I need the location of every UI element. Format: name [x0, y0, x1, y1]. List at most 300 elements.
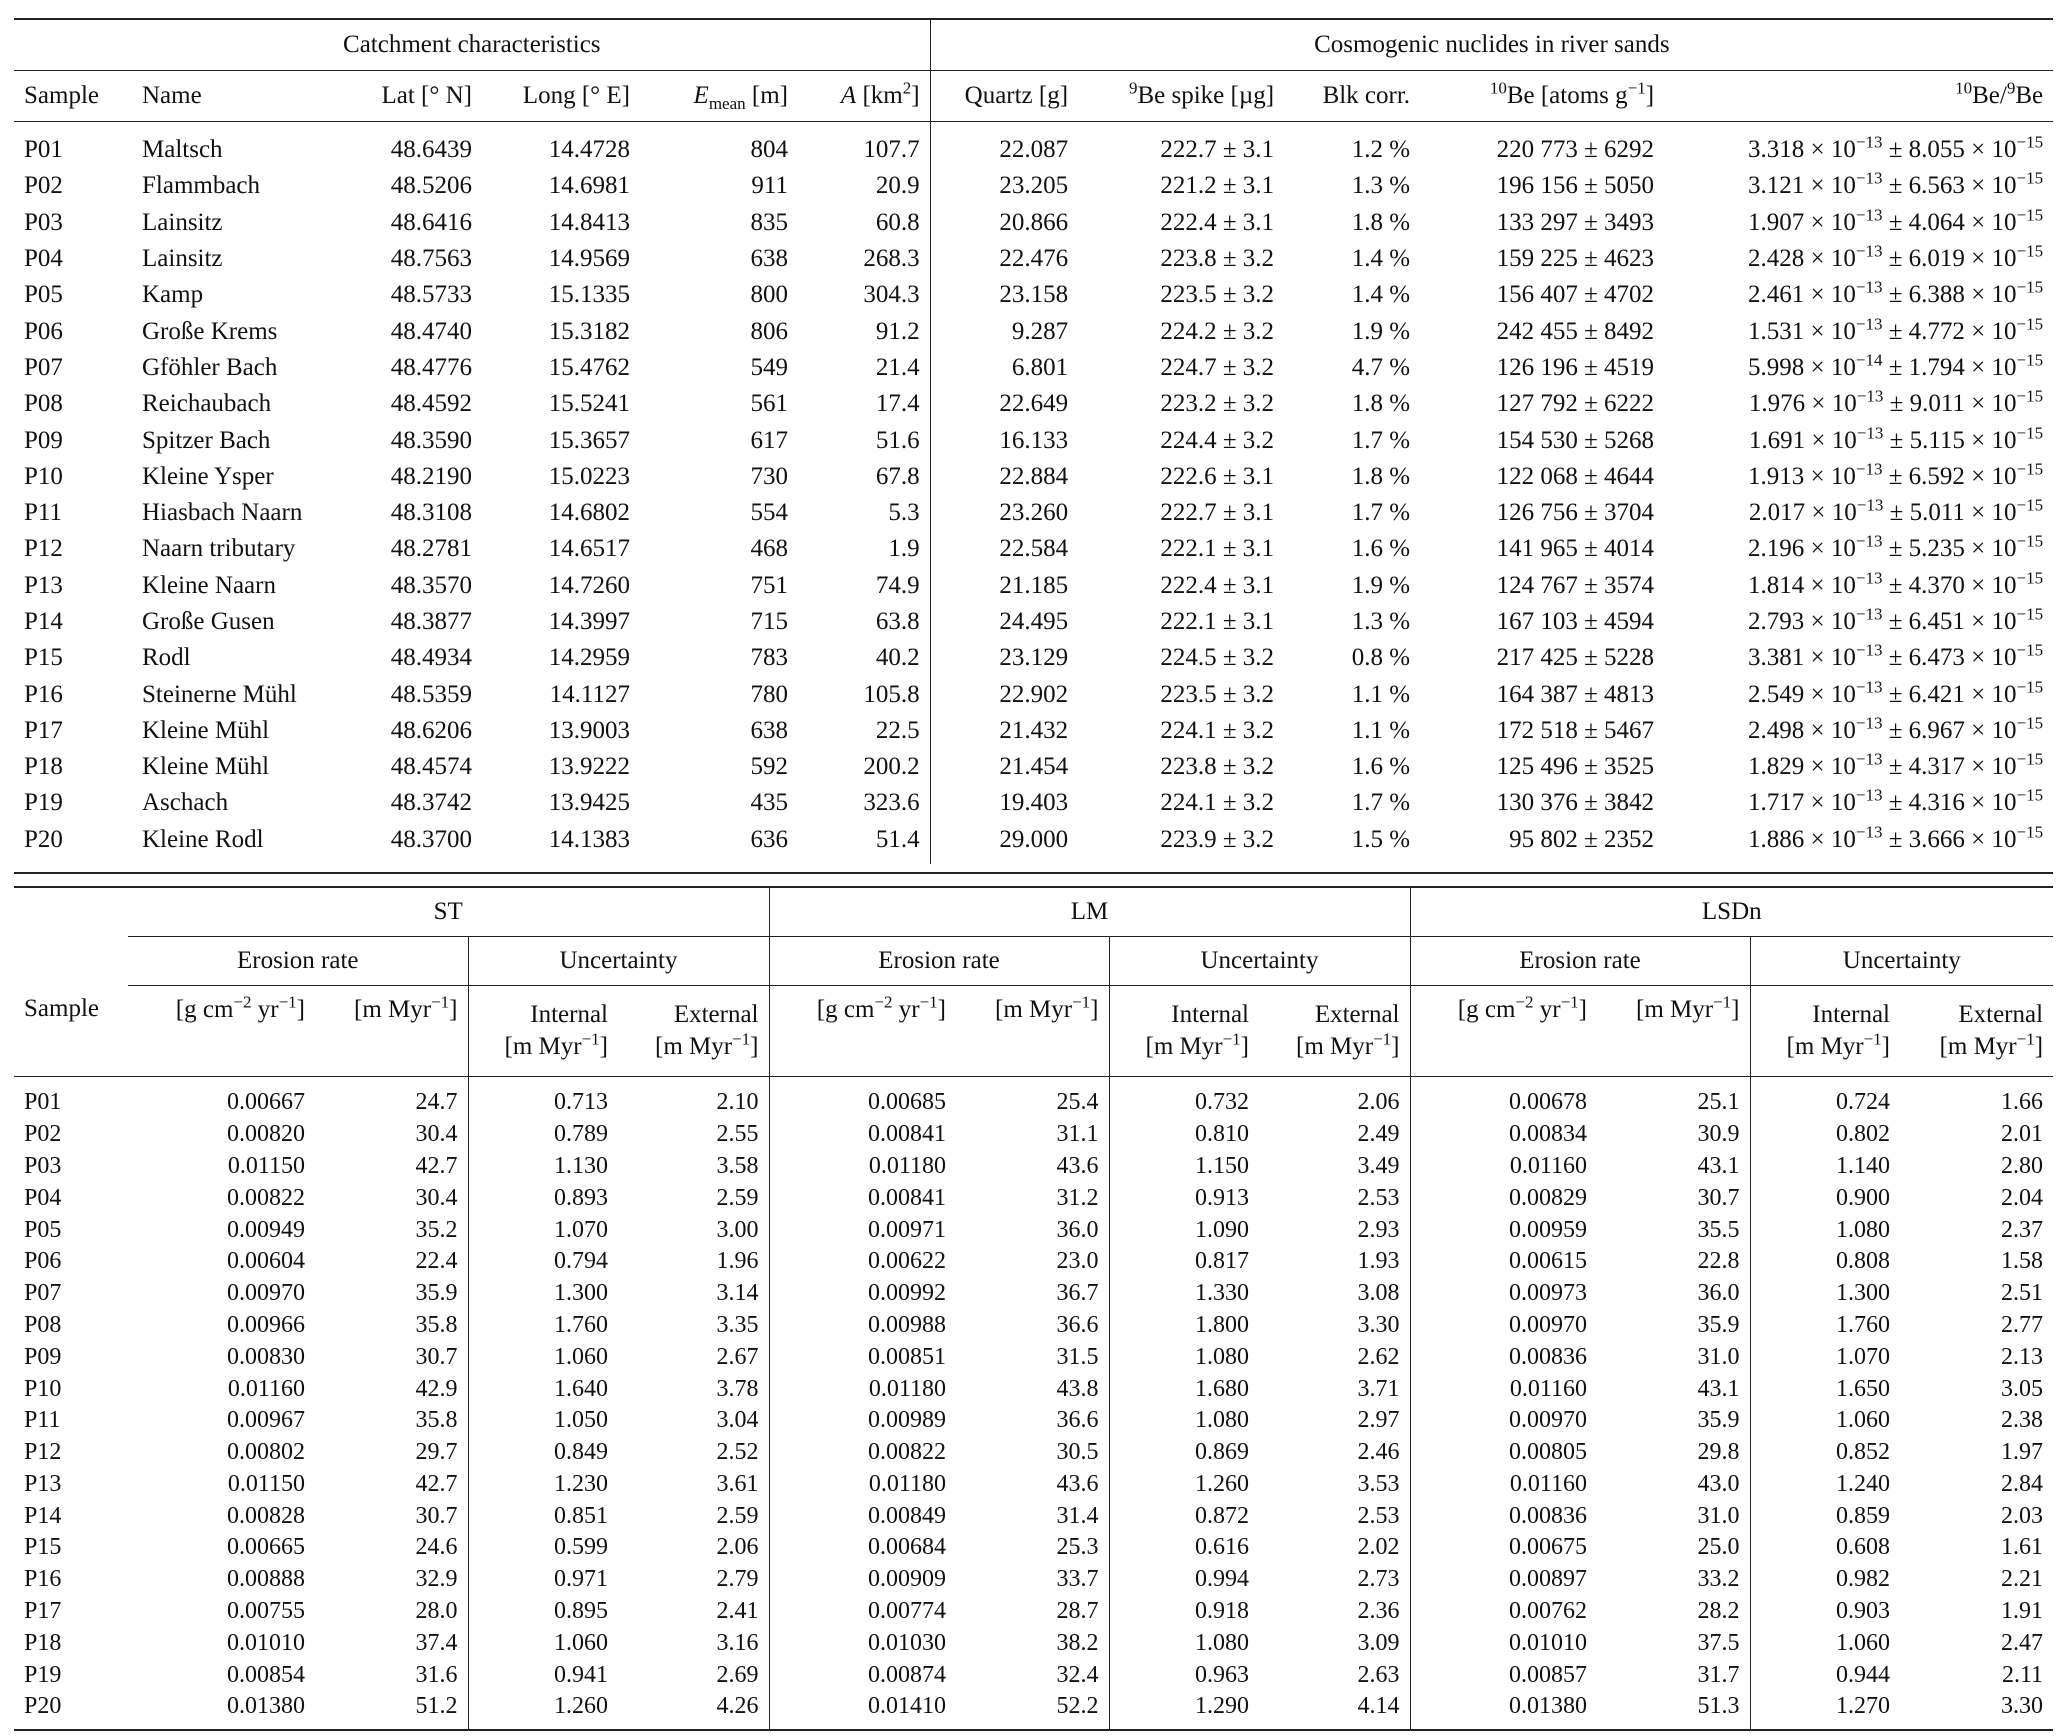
cell-lm-rate-gcm: 0.00774 [868, 1598, 946, 1625]
col-area: A $[km^2]$ [798, 71, 930, 122]
cell-st-rate-gcm: 0.00830 [227, 1343, 305, 1370]
cell-sample: P12 [24, 535, 63, 563]
cell-quartz: 22.649 [999, 390, 1069, 418]
cell-lsdn-rate-mmyr: 35.9 [1597, 1405, 1750, 1437]
table-row [14, 495, 2053, 531]
cell-lsdn-rate-mmyr: 33.2 [1597, 1564, 1750, 1596]
cell-st-rate-mmyr: 28.0 [315, 1596, 468, 1628]
cell-st-rate-gcm: 0.00755 [227, 1598, 305, 1625]
cell-long: 14.3997 [548, 608, 630, 635]
cell-st-internal: 1.230 [554, 1470, 608, 1497]
cell-lm-internal: 0.994 [1195, 1566, 1249, 1593]
cell-quartz: 23.260 [999, 499, 1069, 527]
cell-be9-spike: 222.6 ± 3.1 [1160, 462, 1275, 490]
cell-lsdn-internal: 0.859 [1836, 1502, 1890, 1529]
cell-sample: P18 [24, 753, 63, 781]
cell-be10: 159 225 ± 4623 [1496, 245, 1655, 273]
cell-be-ratio: $1.913 \times 10^{-13} \pm 6.592 \times 10^{-15}$ [1748, 459, 2044, 490]
cell-lm-rate-mmyr: 25.3 [956, 1532, 1109, 1564]
cell-st-rate-gcm: 0.00967 [227, 1407, 305, 1434]
cell-blk-corr: 1.8 % [1351, 208, 1411, 236]
cell-lat: 48.3700 [390, 825, 472, 853]
cell-quartz: 6.801 [1011, 353, 1069, 381]
cell-emean: 435 [750, 789, 788, 817]
cell-lm-internal: 1.800 [1195, 1311, 1249, 1338]
cell-be10: 126 756 ± 3704 [1496, 499, 1655, 527]
cell-blk-corr: 1.6 % [1351, 753, 1411, 781]
cell-emean: 554 [750, 499, 788, 527]
cell-lsdn-internal: 1.270 [1836, 1693, 1890, 1720]
cell-lsdn-rate-mmyr: 43.1 [1597, 1151, 1750, 1183]
cell-sample: P06 [24, 1248, 62, 1275]
cell-st-rate-gcm: 0.01160 [227, 1375, 305, 1402]
cell-be10: 242 455 ± 8492 [1496, 317, 1655, 345]
lm-internal: Internal [m Myr$^{-1}$] [1145, 1000, 1249, 1060]
cell-be9-spike: 223.2 ± 3.2 [1160, 390, 1275, 418]
col-be10: $^{10}$Be [atoms $g^{-1}$] [1489, 78, 1655, 109]
cell-lsdn-external: 1.91 [2001, 1598, 2044, 1625]
cell-lsdn-rate-mmyr: 25.1 [1597, 1076, 1750, 1118]
table-row [14, 1532, 2053, 1564]
cell-blk-corr: 1.4 % [1351, 245, 1411, 273]
cell-be10: 133 297 ± 3493 [1496, 208, 1655, 236]
cell-st-internal: 0.971 [554, 1566, 608, 1593]
cell-lm-rate-mmyr: 30.5 [956, 1437, 1109, 1469]
cell-st-internal: 1.640 [554, 1375, 608, 1402]
cell-lm-rate-gcm: 0.01030 [868, 1629, 946, 1656]
cell-blk-corr: 1.8 % [1351, 462, 1411, 490]
cell-sample: P02 [24, 172, 63, 200]
cell-blk-corr: 1.6 % [1351, 535, 1411, 563]
cell-sample: P04 [24, 1184, 62, 1211]
cell-lsdn-rate-mmyr: 30.9 [1597, 1119, 1750, 1151]
cell-sample: P20 [24, 825, 63, 853]
cell-lsdn-external: 2.03 [2001, 1502, 2044, 1529]
cell-emean: 806 [750, 317, 788, 345]
cell-lm-external: 2.53 [1259, 1500, 1410, 1532]
cell-quartz: 22.087 [999, 136, 1069, 164]
cell-lm-external: 4.14 [1259, 1691, 1410, 1730]
cell-long: 14.6517 [548, 535, 630, 563]
table-row [14, 676, 2053, 712]
cell-st-external: 2.79 [618, 1564, 769, 1596]
cell-lm-internal: 1.150 [1195, 1152, 1249, 1179]
cell-lsdn-rate-gcm: 0.00762 [1509, 1598, 1587, 1625]
cell-area: 67.8 [798, 459, 930, 495]
cell-lat: 48.7563 [390, 245, 472, 273]
cell-lm-internal: 1.260 [1195, 1470, 1249, 1497]
cell-sample: P19 [24, 789, 63, 817]
cell-lm-rate-mmyr: 25.4 [956, 1076, 1109, 1118]
cell-lsdn-rate-mmyr: 30.7 [1597, 1182, 1750, 1214]
cell-st-internal: 1.260 [554, 1693, 608, 1720]
cell-lsdn-rate-gcm: 0.00834 [1509, 1121, 1587, 1148]
cell-name: Flammbach [142, 172, 261, 200]
cell-lat: 48.4740 [390, 317, 472, 345]
cell-blk-corr: 1.3 % [1351, 608, 1411, 635]
cell-lsdn-internal: 0.982 [1836, 1566, 1890, 1593]
lm-erosion-rate: Erosion rate [769, 936, 1109, 985]
cell-lsdn-rate-gcm: 0.00836 [1509, 1502, 1587, 1529]
cell-area: 5.3 [798, 495, 930, 531]
cell-long: 14.6802 [548, 499, 630, 527]
cell-name: Rodl [142, 644, 191, 672]
cell-name: Lainsitz [142, 208, 223, 236]
cell-st-external: 2.59 [618, 1500, 769, 1532]
table-row [14, 531, 2053, 567]
table-row [14, 350, 2053, 386]
erosion-table-body [14, 1076, 2053, 1729]
cell-st-internal: 1.070 [554, 1216, 608, 1243]
cell-lm-internal: 0.817 [1195, 1248, 1249, 1275]
cell-st-rate-gcm: 0.00970 [227, 1280, 305, 1307]
cell-lsdn-rate-mmyr: 31.7 [1597, 1659, 1750, 1691]
lsdn-internal: Internal [m Myr$^{-1}$] [1786, 1000, 1890, 1060]
cell-lsdn-external: 2.84 [2001, 1470, 2044, 1497]
cell-quartz: 21.432 [999, 716, 1069, 744]
table-row [14, 422, 2053, 458]
cell-sample: P08 [24, 390, 63, 418]
cell-lsdn-external: 2.11 [2001, 1661, 2044, 1688]
cell-be9-spike: 223.8 ± 3.2 [1160, 753, 1275, 781]
cell-be10: 122 068 ± 4644 [1496, 462, 1655, 490]
cell-lsdn-rate-gcm: 0.01380 [1509, 1693, 1587, 1720]
cell-be10: 196 156 ± 5050 [1496, 172, 1655, 200]
cell-area: 60.8 [798, 205, 930, 241]
cell-lm-rate-mmyr: 36.0 [956, 1214, 1109, 1246]
cell-lsdn-rate-gcm: 0.00805 [1509, 1439, 1587, 1466]
cell-lm-external: 3.71 [1259, 1373, 1410, 1405]
cell-lm-rate-gcm: 0.00841 [868, 1184, 946, 1211]
cell-st-rate-gcm: 0.00820 [227, 1121, 305, 1148]
cell-blk-corr: 1.7 % [1351, 499, 1411, 527]
cell-be-ratio: $1.907 \times 10^{-13} \pm 4.064 \times 10^{-15}$ [1748, 205, 2044, 236]
group-catchment: Catchment characteristics [14, 19, 930, 71]
cell-sample: P20 [24, 1693, 62, 1720]
cell-emean: 617 [750, 426, 788, 454]
cell-lm-rate-gcm: 0.00849 [868, 1502, 946, 1529]
cell-st-external: 2.06 [618, 1532, 769, 1564]
cell-st-rate-gcm: 0.00665 [227, 1534, 305, 1561]
cell-long: 14.9569 [548, 245, 630, 273]
cell-quartz: 22.476 [999, 245, 1069, 273]
lsdn-erosion-rate: Erosion rate [1410, 936, 1750, 985]
cell-be-ratio: $2.461 \times 10^{-13} \pm 6.388 \times 10^{-15}$ [1748, 278, 2044, 309]
cell-st-rate-gcm: 0.01150 [227, 1470, 305, 1497]
cell-lm-rate-mmyr: 31.2 [956, 1182, 1109, 1214]
table-separator [14, 872, 2053, 888]
cell-be10: 126 196 ± 4519 [1496, 353, 1655, 381]
cell-be10: 154 530 ± 5268 [1496, 426, 1655, 454]
cell-st-rate-mmyr: 30.4 [315, 1119, 468, 1151]
cell-lsdn-rate-gcm: 0.00836 [1509, 1343, 1587, 1370]
cell-lm-external: 2.02 [1259, 1532, 1410, 1564]
cell-lsdn-external: 3.30 [2001, 1693, 2044, 1720]
st-uncertainty: Uncertainty [468, 936, 769, 985]
cell-be9-spike: 223.9 ± 3.2 [1160, 825, 1275, 853]
cell-emean: 715 [750, 608, 788, 635]
catchment-table-body [14, 122, 2053, 864]
cell-lsdn-external: 1.58 [2001, 1248, 2044, 1275]
cell-st-internal: 0.849 [554, 1439, 608, 1466]
cell-blk-corr: 4.7 % [1351, 353, 1411, 381]
table-row [14, 1627, 2053, 1659]
cell-st-rate-mmyr: 35.8 [315, 1310, 468, 1342]
cell-lm-rate-mmyr: 28.7 [956, 1596, 1109, 1628]
cell-sample: P09 [24, 426, 63, 454]
cell-lsdn-internal: 1.070 [1836, 1343, 1890, 1370]
cell-lm-internal: 1.080 [1195, 1629, 1249, 1656]
cell-lsdn-external: 2.51 [2001, 1280, 2044, 1307]
cell-sample: P02 [24, 1121, 62, 1148]
cell-name: Kleine Rodl [142, 825, 264, 853]
cell-lm-external: 3.08 [1259, 1278, 1410, 1310]
cell-lm-internal: 0.918 [1195, 1598, 1249, 1625]
cell-sample: P11 [24, 1407, 61, 1434]
col-sample-2: Sample [24, 995, 99, 1023]
cell-sample: P03 [24, 208, 63, 236]
cell-quartz: 20.866 [999, 208, 1069, 236]
cell-lat: 48.4592 [390, 390, 472, 418]
cell-st-rate-mmyr: 22.4 [315, 1246, 468, 1278]
cell-sample: P13 [24, 1470, 62, 1497]
cell-sample: P01 [24, 136, 63, 164]
cell-lsdn-external: 2.01 [2001, 1121, 2044, 1148]
cell-lsdn-internal: 0.608 [1836, 1534, 1890, 1561]
cell-st-rate-mmyr: 32.9 [315, 1564, 468, 1596]
cell-name: Kleine Mühl [142, 753, 270, 781]
cell-lat: 48.3590 [390, 426, 472, 454]
table-row [14, 713, 2053, 749]
cell-area: 323.6 [798, 785, 930, 821]
cell-be-ratio: $2.793 \times 10^{-13} \pm 6.451 \times 10^{-15}$ [1748, 604, 2044, 635]
cell-long: 15.4762 [548, 353, 630, 381]
cell-emean: 636 [750, 825, 788, 853]
table-row [14, 1278, 2053, 1310]
cell-lm-external: 3.30 [1259, 1310, 1410, 1342]
cell-name: Maltsch [142, 136, 223, 164]
cell-lsdn-internal: 1.060 [1836, 1407, 1890, 1434]
cell-sample: P08 [24, 1311, 62, 1338]
cell-sample: P07 [24, 1280, 62, 1307]
cell-st-internal: 1.130 [554, 1152, 608, 1179]
cell-lsdn-rate-mmyr: 36.0 [1597, 1278, 1750, 1310]
cell-be9-spike: 224.1 ± 3.2 [1160, 789, 1275, 817]
cell-st-internal: 1.050 [554, 1407, 608, 1434]
cell-lm-rate-gcm: 0.00685 [868, 1089, 946, 1116]
cell-sample: P17 [24, 1598, 62, 1625]
cell-st-rate-mmyr: 42.7 [315, 1151, 468, 1183]
cell-st-external: 3.58 [618, 1151, 769, 1183]
cell-lm-internal: 1.330 [1195, 1280, 1249, 1307]
cell-lsdn-rate-mmyr: 22.8 [1597, 1246, 1750, 1278]
cell-lm-external: 2.93 [1259, 1214, 1410, 1246]
cell-quartz: 23.129 [999, 644, 1069, 672]
cell-st-rate-gcm: 0.00888 [227, 1566, 305, 1593]
model-lsdn: LSDn [1410, 888, 2053, 937]
cell-lsdn-internal: 0.900 [1836, 1184, 1890, 1211]
cell-area: 17.4 [798, 386, 930, 422]
cell-st-external: 2.59 [618, 1182, 769, 1214]
cell-sample: P18 [24, 1629, 62, 1656]
cell-be10: 217 425 ± 5228 [1496, 644, 1655, 672]
table-row [14, 1469, 2053, 1501]
cell-lm-internal: 0.869 [1195, 1439, 1249, 1466]
table-row [14, 1310, 2053, 1342]
cell-quartz: 22.884 [999, 462, 1069, 490]
cell-st-rate-gcm: 0.00854 [227, 1661, 305, 1688]
cell-lsdn-rate-gcm: 0.00959 [1509, 1216, 1587, 1243]
cell-st-external: 2.67 [618, 1341, 769, 1373]
cell-lm-rate-gcm: 0.01180 [868, 1375, 946, 1402]
cell-lm-rate-mmyr: 31.5 [956, 1341, 1109, 1373]
cell-be-ratio: $1.976 \times 10^{-13} \pm 9.011 \times 10^{-15}$ [1748, 386, 2044, 418]
cell-quartz: 21.454 [999, 753, 1069, 781]
cell-area: 51.6 [798, 422, 930, 458]
cell-st-rate-mmyr: 35.8 [315, 1405, 468, 1437]
cell-lm-rate-mmyr: 32.4 [956, 1659, 1109, 1691]
cell-area: 105.8 [798, 676, 930, 712]
cell-emean: 751 [750, 571, 788, 599]
cell-be-ratio: $2.017 \times 10^{-13} \pm 5.011 \times 10^{-15}$ [1748, 495, 2044, 527]
col-blk-corr: Blk corr. [1322, 82, 1411, 109]
cell-name: Hiasbach Naarn [142, 499, 303, 527]
cell-emean: 804 [750, 136, 788, 164]
table-row [14, 1564, 2053, 1596]
cell-be9-spike: 222.4 ± 3.1 [1160, 208, 1275, 236]
cell-lm-rate-mmyr: 23.0 [956, 1246, 1109, 1278]
cell-area: 1.9 [798, 531, 930, 567]
cell-long: 13.9222 [548, 753, 630, 781]
cell-be-ratio: $3.121 \times 10^{-13} \pm 6.563 \times 10^{-15}$ [1748, 169, 2044, 200]
cell-be-ratio: $1.717 \times 10^{-13} \pm 4.316 \times 10^{-15}$ [1748, 786, 2044, 817]
cell-blk-corr: 1.9 % [1351, 571, 1411, 599]
cell-lsdn-rate-gcm: 0.00897 [1509, 1566, 1587, 1593]
cell-lsdn-internal: 1.650 [1836, 1375, 1890, 1402]
table-row [14, 1214, 2053, 1246]
cell-lm-external: 2.97 [1259, 1405, 1410, 1437]
cell-lm-external: 2.46 [1259, 1437, 1410, 1469]
cell-be-ratio: $2.428 \times 10^{-13} \pm 6.019 \times 10^{-15}$ [1748, 241, 2044, 273]
cell-st-rate-mmyr: 51.2 [315, 1691, 468, 1730]
cell-blk-corr: 1.2 % [1351, 136, 1411, 164]
table-row [14, 568, 2053, 604]
cell-emean: 835 [750, 208, 788, 236]
cell-st-internal: 0.941 [554, 1661, 608, 1688]
cell-sample: P05 [24, 1216, 62, 1243]
cell-emean: 783 [750, 644, 788, 672]
cell-be10: 167 103 ± 4594 [1496, 608, 1655, 635]
cell-lat: 48.3742 [390, 789, 472, 817]
cell-lsdn-internal: 1.080 [1836, 1216, 1890, 1243]
cell-lsdn-rate-gcm: 0.00973 [1509, 1280, 1587, 1307]
cell-area: 22.5 [798, 713, 930, 749]
cell-be10: 125 496 ± 3525 [1496, 753, 1655, 781]
cell-lm-rate-gcm: 0.00988 [868, 1311, 946, 1338]
st-erosion-rate: Erosion rate [128, 936, 468, 985]
cell-st-rate-mmyr: 30.7 [315, 1500, 468, 1532]
cell-st-internal: 1.760 [554, 1311, 608, 1338]
table-row [14, 1659, 2053, 1691]
cell-lsdn-rate-gcm: 0.01160 [1509, 1470, 1587, 1497]
cell-sample: P16 [24, 1566, 62, 1593]
cell-lm-rate-gcm: 0.00992 [868, 1280, 946, 1307]
cell-st-rate-gcm: 0.00949 [227, 1216, 305, 1243]
cell-st-rate-gcm: 0.00822 [227, 1184, 305, 1211]
cell-emean: 911 [751, 172, 788, 200]
cell-st-rate-mmyr: 30.7 [315, 1341, 468, 1373]
lsdn-external: External [m Myr$^{-1}$] [1939, 1000, 2044, 1060]
cell-sample: P05 [24, 281, 63, 309]
cell-long: 14.7260 [548, 571, 630, 599]
cell-st-internal: 1.060 [554, 1629, 608, 1656]
table-row [14, 459, 2053, 495]
cell-st-rate-gcm: 0.00802 [227, 1439, 305, 1466]
cell-name: Große Gusen [142, 608, 275, 635]
cell-lsdn-internal: 0.724 [1836, 1089, 1890, 1116]
cell-be9-spike: 224.5 ± 3.2 [1160, 644, 1275, 672]
cell-lsdn-rate-mmyr: 31.0 [1597, 1500, 1750, 1532]
cell-long: 15.0223 [548, 462, 630, 490]
cell-be9-spike: 223.5 ± 3.2 [1160, 281, 1275, 309]
cell-quartz: 22.584 [999, 535, 1069, 563]
cell-be-ratio: $1.691 \times 10^{-13} \pm 5.115 \times 10^{-15}$ [1748, 423, 2044, 454]
cell-area: 91.2 [798, 313, 930, 349]
catchment-table [14, 18, 2053, 864]
cell-emean: 468 [750, 535, 788, 563]
lm-external: External [m Myr$^{-1}$] [1259, 985, 1410, 1076]
cell-lsdn-external: 2.38 [2001, 1407, 2044, 1434]
table-row [14, 313, 2053, 349]
cell-lsdn-rate-gcm: 0.00829 [1509, 1184, 1587, 1211]
cell-lm-rate-gcm: 0.00684 [868, 1534, 946, 1561]
cell-be10: 220 773 ± 6292 [1496, 136, 1655, 164]
cell-long: 14.2959 [548, 644, 630, 672]
cell-sample: P04 [24, 245, 63, 273]
cell-sample: P17 [24, 716, 63, 744]
lm-unit-gcm: [g $cm^{-2}$ $yr^{-1}$] [816, 992, 946, 1023]
cell-name: Steinerne Mühl [142, 680, 297, 708]
cell-be9-spike: 224.1 ± 3.2 [1160, 716, 1275, 744]
cell-st-rate-gcm: 0.00604 [227, 1248, 305, 1275]
cell-emean: 549 [750, 353, 788, 381]
cell-sample: P15 [24, 1534, 62, 1561]
cell-area: 63.8 [798, 604, 930, 640]
cell-emean: 638 [750, 716, 788, 744]
cell-long: 13.9425 [548, 789, 630, 817]
cell-lat: 48.2190 [390, 462, 472, 490]
table-row [14, 1596, 2053, 1628]
cell-st-rate-mmyr: 24.7 [315, 1076, 468, 1118]
cell-be-ratio: $3.318 \times 10^{-13} \pm 8.055 \times 10^{-15}$ [1748, 132, 2044, 164]
table-row [14, 277, 2053, 313]
col-sample: Sample [24, 82, 99, 109]
cell-quartz: 9.287 [1011, 317, 1069, 345]
cell-lm-internal: 0.732 [1195, 1089, 1249, 1116]
cell-lm-rate-mmyr: 38.2 [956, 1627, 1109, 1659]
cell-lm-internal: 1.680 [1195, 1375, 1249, 1402]
cell-lsdn-rate-mmyr: 28.2 [1597, 1596, 1750, 1628]
cell-lsdn-external: 2.13 [2001, 1343, 2044, 1370]
cell-lsdn-rate-mmyr: 29.8 [1597, 1437, 1750, 1469]
cell-st-rate-mmyr: 30.4 [315, 1182, 468, 1214]
cell-sample: P12 [24, 1439, 62, 1466]
lsdn-unit-gcm: [g $cm^{-2}$ $yr^{-1}$] [1457, 992, 1587, 1023]
cell-st-external: 3.35 [618, 1310, 769, 1342]
cell-be-ratio: $1.829 \times 10^{-13} \pm 4.317 \times 10^{-15}$ [1748, 749, 2044, 781]
cell-st-rate-mmyr: 42.9 [315, 1373, 468, 1405]
cell-st-external: 3.04 [618, 1405, 769, 1437]
